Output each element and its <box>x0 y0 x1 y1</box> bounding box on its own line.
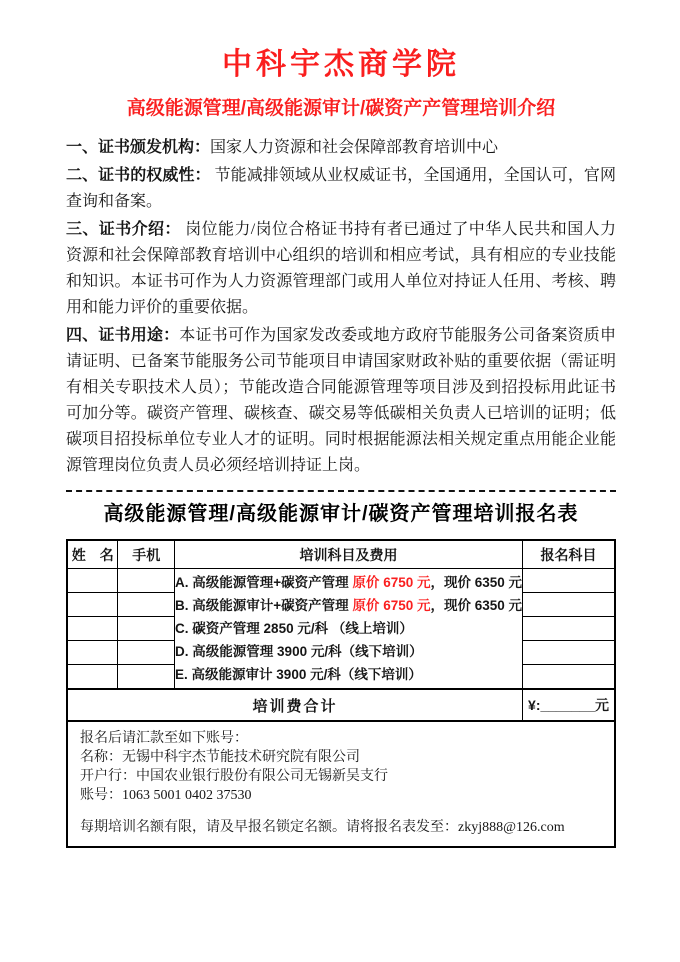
course-option-d <box>175 640 522 663</box>
col-header-name: 姓 名 <box>67 540 118 569</box>
page-title: 中科宇杰商学院 <box>222 48 460 81</box>
course-option-c <box>175 617 522 640</box>
name-cell[interactable] <box>67 665 118 690</box>
total-fee-label: 培训费合计 <box>67 689 523 721</box>
subject-cell[interactable] <box>523 617 615 641</box>
course-original-price: 原价 6750 元 <box>352 598 431 613</box>
bank-line: 开户行：中国农业银行股份有限公司无锡新吴支行 <box>80 769 388 784</box>
course-current-price: ，现价 6350 元 <box>430 575 523 590</box>
phone-cell[interactable] <box>118 569 175 593</box>
intro-label: 三、证书介绍： <box>66 221 181 238</box>
total-row <box>67 689 615 721</box>
subject-cell[interactable] <box>523 569 615 593</box>
intro-item-description <box>66 217 616 321</box>
intro-item-issuer <box>66 135 616 161</box>
course-option-e <box>175 663 522 686</box>
intro-section <box>66 135 616 479</box>
payment-intro-line: 报名后请汇款至如下账号： <box>80 731 248 746</box>
page-subtitle: 高级能源管理/高级能源审计/碳资产产管理培训介绍 <box>126 98 556 119</box>
col-header-courses-fees: 培训科目及费用 <box>175 540 523 569</box>
col-header-subject: 报名科目 <box>523 540 615 569</box>
table-row <box>67 569 615 593</box>
phone-cell[interactable] <box>118 593 175 617</box>
subject-cell[interactable] <box>523 641 615 665</box>
intro-label: 二、证书的权威性： <box>66 167 211 184</box>
course-text: D. 高级能源管理 3900 元/科（线下培训） <box>175 644 423 659</box>
course-text: B. 高级能源审计+碳资产管理 <box>175 598 353 613</box>
registration-note-line: 每期培训名额有限，请及早报名锁定名额。请将报名表发至：zkyj888@126.com <box>80 820 565 835</box>
intro-text: 本证书可作为国家发改委或地方政府节能服务公司备案资质申请证明、已备案节能服务公司节能项目申请国家财政补贴的重要依据（需证明有相关专职技术人员）；节能改造合同能源管理等项目涉及到招投标用此证书可加分等。碳资产管理、碳核查、碳交易等低碳相关负责人已培训的证明；低碳项目招投标单位专业人才的证明。同时根据能源法相关规定重点用能企业能源管理岗位负责人员必须经培训持证上岗。 <box>66 327 616 474</box>
intro-text: 节能减排领域从业权威证书，全国通用，全国认可，官网查询和备案。 <box>66 167 616 210</box>
intro-item-usage <box>66 323 616 479</box>
payment-row <box>67 721 615 847</box>
account-number-line: 账号：1063 5001 0402 37530 <box>80 788 252 803</box>
course-text: E. 高级能源审计 3900 元/科（线下培训） <box>175 667 422 682</box>
course-original-price: 原价 6750 元 <box>352 575 431 590</box>
name-cell[interactable] <box>67 593 118 617</box>
intro-label: 一、证书颁发机构： <box>66 139 211 156</box>
subject-cell[interactable] <box>523 665 615 690</box>
name-cell[interactable] <box>67 641 118 665</box>
table-header-row <box>67 540 615 569</box>
payment-info-cell <box>67 721 615 847</box>
course-text: A. 高级能源管理+碳资产管理 <box>175 575 353 590</box>
intro-text: 国家人力资源和社会保障部教育培训中心 <box>210 139 499 156</box>
name-cell[interactable] <box>67 617 118 641</box>
registration-table <box>66 539 616 848</box>
name-cell[interactable] <box>67 569 118 593</box>
course-current-price: ，现价 6350 元 <box>430 598 523 613</box>
subject-cell[interactable] <box>523 593 615 617</box>
payee-name-line: 名称：无锡中科宇杰节能技术研究院有限公司 <box>80 750 360 765</box>
col-header-phone: 手机 <box>118 540 175 569</box>
intro-label: 四、证书用途： <box>66 327 180 344</box>
phone-cell[interactable] <box>118 641 175 665</box>
phone-cell[interactable] <box>118 617 175 641</box>
total-amount-field[interactable]: ¥:_______元 <box>523 689 615 721</box>
intro-text: 岗位能力/岗位合格证书持有者已通过了中华人民共和国人力资源和社会保障部教育培训中心组织的培训和相应考试，具有相应的专业技能和知识。本证书可作为人力资源管理部门或用人单位对持证人任用、考核、聘用和能力评价的重要依据。 <box>66 221 616 316</box>
course-list-cell <box>175 569 523 690</box>
phone-cell[interactable] <box>118 665 175 690</box>
dashed-divider <box>66 490 616 492</box>
form-title: 高级能源管理/高级能源审计/碳资产管理培训报名表 <box>103 503 579 525</box>
course-text: C. 碳资产管理 2850 元/科 （线上培训） <box>175 621 413 636</box>
course-option-a <box>175 571 522 594</box>
intro-item-authority <box>66 163 616 215</box>
course-option-b <box>175 594 522 617</box>
